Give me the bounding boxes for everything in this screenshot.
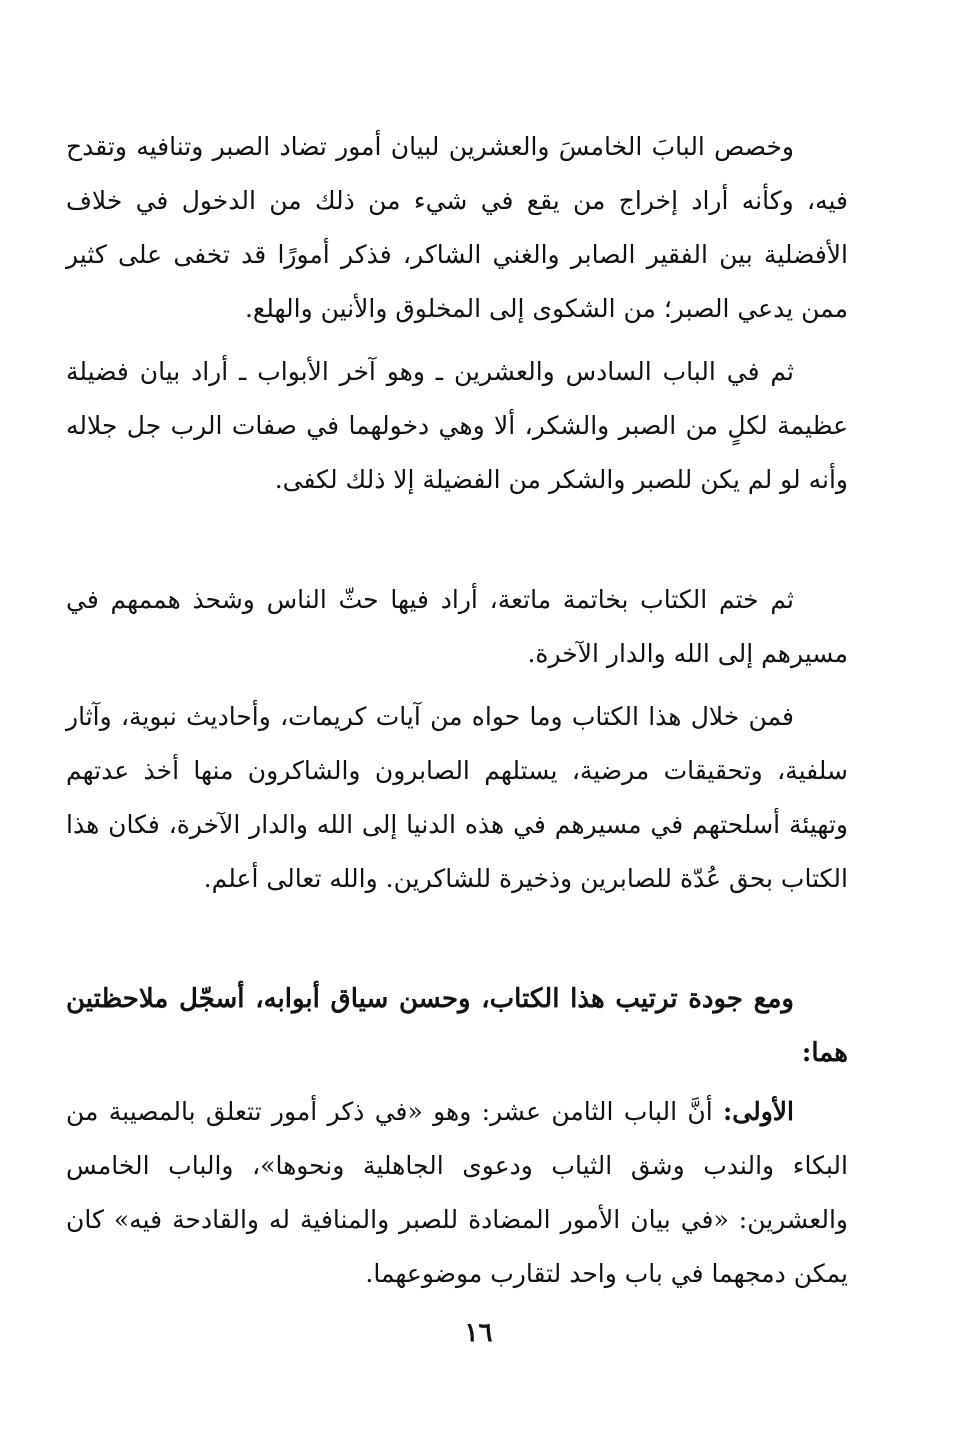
paragraph-first-note — [66, 1085, 848, 1301]
paragraph-book-value: فمن خلال هذا الكتاب وما حواه من آيات كريمات، وأحاديث نبوية، وآثار سلفية، وتحقيقات مرضية، يستلهم الصابرون والشاكرون منها أخذ عدتهم وتهيئة أسلحتهم في مسيرهم في هذه الدنيا إلى الله والدار الآخرة، فكان هذا الكتاب بحق عُدّة للصابرين وذخيرة للشاكرين. والله تعالى أعلم. — [66, 702, 848, 893]
paragraph-chapter-26: ثم في الباب السادس والعشرين ـ وهو آخر الأبواب ـ أراد بيان فضيلة عظيمة لكلٍ من الصبر والشكر، ألا وهي دخولهما في صفات الرب جل جلاله وأنه لو لم يكن للصبر والشكر من الفضيلة إلا ذلك لكفى. — [66, 357, 848, 494]
first-note-label: الأولى: — [723, 1097, 794, 1126]
paragraph-notes-intro: ومع جودة ترتيب هذا الكتاب، وحسن سياق أبوابه، أسجّل ملاحظتين هما: — [66, 984, 848, 1068]
paragraph-conclusion: ثم ختم الكتاب بخاتمة ماتعة، أراد فيها حثّ الناس وشحذ هممهم في مسيرهم إلى الله والدار الآخرة. — [66, 585, 848, 668]
first-note-body: أنَّ الباب الثامن عشر: وهو «في ذكر أمور تتعلق بالمصيبة من البكاء والندب وشق الثياب ودعوى الجاهلية ونحوها»، والباب الخامس والعشرين: «في بيان الأمور المضادة للصبر والمنافية له والقادحة فيه» كان يمكن دمجهما في باب واحد لتقارب موضوعهما. — [66, 1097, 848, 1288]
page-number: ١٦ — [464, 1318, 493, 1348]
paragraph-chapter-25: وخصص البابَ الخامسَ والعشرين لبيان أمور تضاد الصبر وتنافيه وتقدح فيه، وكأنه أراد إخراج من يقع في شيء من ذلك من الدخول في خلاف الأفضلية بين الفقير الصابر والغني الشاكر، فذكر أمورًا قد تخفى على كثير ممن يدعي الصبر؛ من الشكوى إلى المخلوق والأنين والهلع. — [66, 132, 848, 323]
